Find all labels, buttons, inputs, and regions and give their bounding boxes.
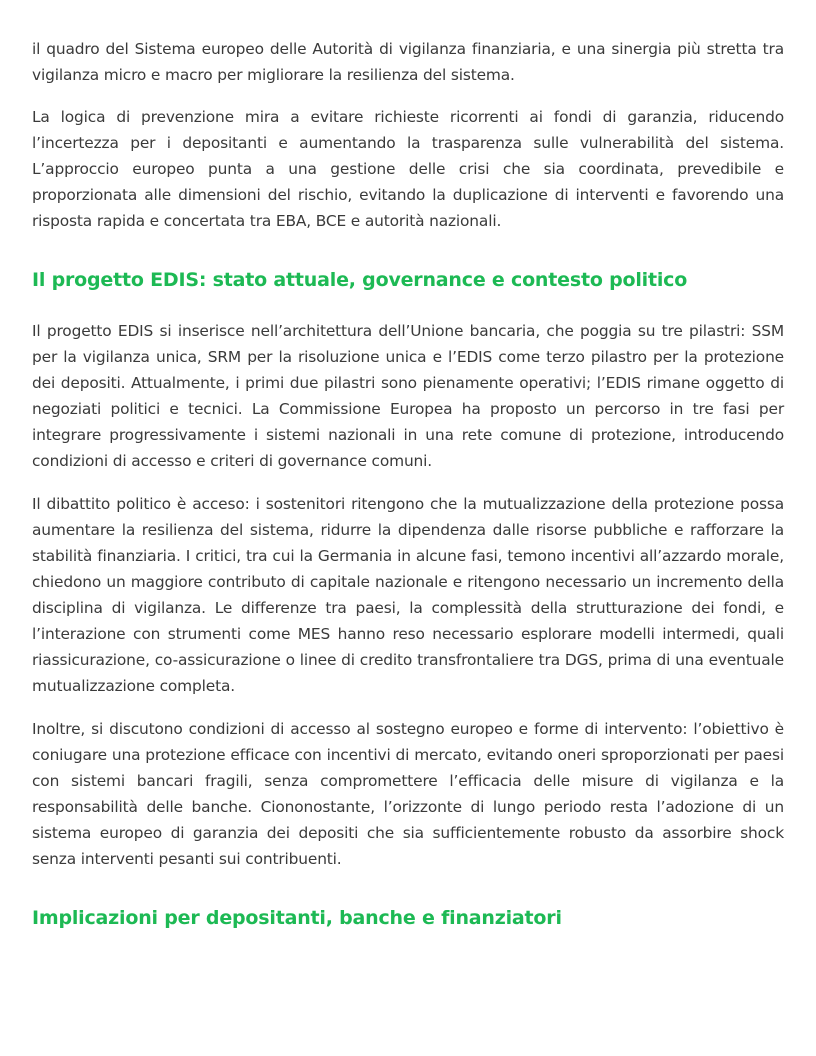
paragraph: Il progetto EDIS si inserisce nell’architettura dell’Unione bancaria, che poggia su tre pilastri: SSM per la vigilanza unica, SRM per la risoluzione unica e l’EDIS come terzo pilastro per la protezione dei depositi. Attualmente, i primi due pilastri sono pienamente operativi; l’EDIS rimane oggetto di negoziati politici e tecnici. La Commissione Europea ha proposto un percorso in tre fasi per integrare progressivamente i sistemi nazionali in una rete comune di protezione, introducendo condizioni di accesso e criteri di governance comuni. [32,322,784,470]
section-heading-edis: Il progetto EDIS: stato attuale, governance e contesto politico [32,269,688,291]
paragraph: Il dibattito politico è acceso: i sostenitori ritengono che la mutualizzazione della protezione possa aumentare la resilienza del sistema, ridurre la dipendenza dalle risorse pubbliche e rafforzare la stabilità finanziaria. I critici, tra cui la Germania in alcune fasi, temono incentivi all’azzardo morale, chiedono un maggiore contributo di capitale nazionale e ritengono necessario un incremento della disciplina di vigilanza. Le differenze tra paesi, la complessità della strutturazione dei fondi, e l’interazione con strumenti come MES hanno reso necessario esplorare modelli intermedi, quali riassicurazione, co-assicurazione o linee di credito transfrontaliere tra DGS, prima di una eventuale mutualizzazione completa. [32,495,784,695]
paragraph: La logica di prevenzione mira a evitare richieste ricorrenti ai fondi di garanzia, riducendo l’incertezza per i depositanti e aumentando la trasparenza sulle vulnerabilità del sistema. L’approccio europeo punta a una gestione delle crisi che sia coordinata, prevedibile e proporzionata alle dimensioni del rischio, evitando la duplicazione di interventi e favorendo una risposta rapida e concertata tra EBA, BCE e autorità nazionali. [32,108,784,230]
article-body [32,36,784,956]
section-heading-implications: Implicazioni per depositanti, banche e finanziatori [32,907,562,929]
paragraph: Inoltre, si discutono condizioni di accesso al sostegno europeo e forme di intervento: l’obiettivo è coniugare una protezione efficace con incentivi di mercato, evitando oneri sproporzionati per paesi con sistemi bancari fragili, senza compromettere l’efficacia delle misure di vigilanza e la responsabilità delle banche. Ciononostante, l’orizzonte di lungo periodo resta l’adozione di un sistema europeo di garanzia dei depositi che sia sufficientemente robusto da assorbire shock senza interventi pesanti sui contribuenti. [32,720,784,868]
paragraph: il quadro del Sistema europeo delle Autorità di vigilanza finanziaria, e una sinergia più stretta tra vigilanza micro e macro per migliorare la resilienza del sistema. [32,40,784,84]
